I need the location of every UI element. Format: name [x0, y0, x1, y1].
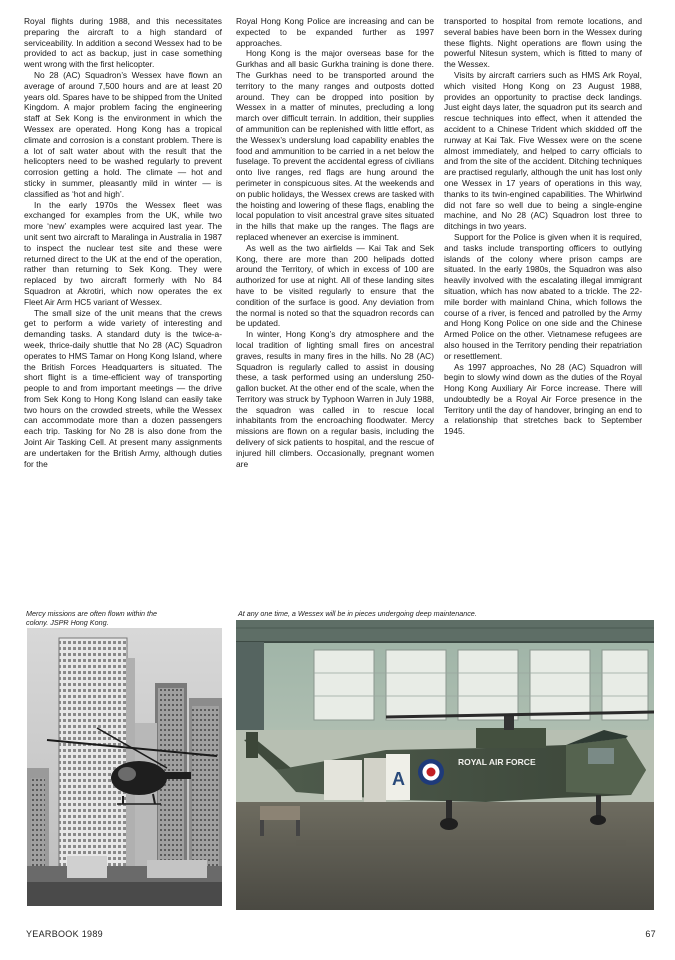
article-body [24, 16, 654, 606]
paragraph: In the early 1970s the Wessex fleet was exchanged for examples from the UK, while two more ‘new’ examples were acquired last year. The unit sent two aircraft to Maralinga in Australia in 1987 to inspect the nuclear test site and these were returned direct to the UK at the end of the operation, rather than returning to Sek Kong. They were replaced by two aircraft formerly with No 84 Squadron at Akrotiri, which now operates the ex Fleet Air Arm HC5 variant of Wessex. [24, 199, 222, 307]
photo-wessex-in-hangar [236, 620, 654, 910]
paragraph: transported to hospital from remote locations, and several babies have been born in the Wessex during these flights. Night operations are flown using the powerful Nitesun system, which is fitted to many of the Wessex. [444, 16, 642, 70]
paragraph: Visits by aircraft carriers such as HMS Ark Royal, which visited Hong Kong on 23 August 1988, provides an opportunity to practise deck landings. Just eight days later, the squadron put its search and rescue techniques into effect, when it attended the accident to a Chinese Trident which skidded off the runway at Kai Tak. Five Wessex were on the scene almost immediately, and helped to carry officials to and from the site of the accident. Ditching techniques are practised regularly, although the unit has lost only one Wessex in 17 years of operations in this way, thanks to its twin-engined capabilities. The Whirlwind did not fare so well due to being a single-engine machine, and No 28 (AC) Squadron lost three to ditchings in two years. [444, 69, 642, 232]
text-column-3 [444, 16, 642, 437]
caption-left [26, 609, 226, 627]
photo-wessex-in-hangar-image [236, 620, 654, 910]
text-column-2 [236, 16, 434, 469]
paragraph: As well as the two airfields — Kai Tak and Sek Kong, there are more than 200 helipads dotted around the Territory, of which in excess of 100 are authorized for use at night. All of these landing sites have to be visited regularly to ensure that the condition of the surface is good. Any deviation from the normal is noted so that the squadron records can be updated. [236, 242, 434, 329]
paragraph: In winter, Hong Kong’s dry atmosphere and the local tradition of lighting small fires on ancestral graves, results in many fires in the hills. No 28 (AC) Squadron is regularly called to assist in dousing these, a task performed using an underslung 250-gallon bucket. At the other end of the scale, when the Territory was struck by Typhoon Warren in July 1988, the squadron was called in to rescue local inhabitants from the encroaching floodwater. Mercy missions are flown on a regular basis, including the delivery of sick patients to hospital, and the rescue of injured hill climbers. Occasionally, pregnant women are [236, 329, 434, 469]
paragraph: Royal Hong Kong Police are increasing and can be expected to be expanded further as 1997 approaches. [236, 16, 434, 48]
paragraph: As 1997 approaches, No 28 (AC) Squadron will begin to slowly wind down as the duties of the Royal Hong Kong Auxiliary Air Force increase. There will undoubtedly be a Royal Air Force presence in the Territory until the day of handover, bringing an end to a relationship that stretches back to September 1945. [444, 361, 642, 437]
paragraph: Support for the Police is given when it is required, and tasks include transporting officers to outlying islands of the colony where prison camps are situated. In the early 1980s, the Squadron was also heavily involved with the escalating illegal immigrant situation, which has now abated to a trickle. The 22-mile border with mainland China, which follows the course of a river, is fenced and patrolled by the Army and Hong Kong Police on one side and the Chinese Armed Police on the other. Vietnamese refugees are also housed in the Territory pending their repatriation or resettlement. [444, 231, 642, 361]
photo-helicopter-over-city-image [27, 628, 222, 906]
paragraph: No 28 (AC) Squadron’s Wessex have flown an average of around 7,500 hours and are at least 20 years old. Spares have to be shipped from the United Kingdom. A major problem facing the engineering staff at Sek Kong is the environment in which the Wessex are operated. Hong Kong has a tropical climate and corrosion is a constant problem. There is a lot of salt water about with the result that the helicopters need to be washed regularly to prevent corrosion getting a hold. The climate — hot and sticky in summer, pleasantly mild in winter — is classified as ‘hot and high’. [24, 69, 222, 199]
paragraph: The small size of the unit means that the crews get to perform a wide variety of interesting and demanding tasks. A standard duty is the twice-a-week, thrice-daily shuttle that No 28 (AC) Squadron operates to HMS Tamar on Hong Kong Island, where the British Forces Headquarters is situated. The short flight is a time-efficient way of transporting people to and from important meetings — the drive from Sek Kong to Hong Kong Island can easily take two hours on the crowded streets, while the Wessex can accommodate more than a dozen passengers each trip. Tasking for No 28 is also done from the Joint Air Tasking Cell. At present many assignments are undertaken for the British Army, although duties for the [24, 307, 222, 469]
text-column-1 [24, 16, 222, 469]
paragraph: Hong Kong is the major overseas base for the Gurkhas and all basic Gurkha training is done there. The Gurkhas need to be transported around the territory to the many ranges and outposts dotted around. They can be dropped into position by Wessex in a matter of minutes, precluding a long march over difficult terrain. In addition, their supplies of ammunition can be replenished with little effort, as the Wessex’s underslung load capability enables the food and ammunition to be carried in a net below the fuselage. To prevent the accidental egress of civilians onto live ranges, red flags are hung around the perimeter in conspicuous sites. At the weekends and on public holidays, the Wessex crews are tasked with the hoisting and lowering of these flags, enabling the local population to visit ancestral grave sites situated in the hills that make up the ranges. The flags are replaced whenever an exercise is imminent. [236, 48, 434, 242]
footer-publication: YEARBOOK 1989 [26, 929, 103, 939]
fuselage-lettering: ROYAL AIR FORCE [458, 757, 536, 767]
page-number: 67 [645, 929, 656, 939]
caption-left-line-1: Mercy missions are often flown within the [26, 609, 158, 618]
paragraph: Royal flights during 1988, and this necessitates preparing the aircraft to a high standard of serviceability. In addition a second Wessex had to be provided to act as backup, just in case something went wrong with the first helicopter. [24, 16, 222, 70]
photo-helicopter-over-city [27, 628, 222, 906]
fin-code-letter: A [392, 769, 405, 789]
caption-right: At any one time, a Wessex will be in pieces undergoing deep maintenance. [238, 609, 477, 618]
caption-left-line-2: colony. JSPR Hong Kong. [26, 618, 109, 627]
